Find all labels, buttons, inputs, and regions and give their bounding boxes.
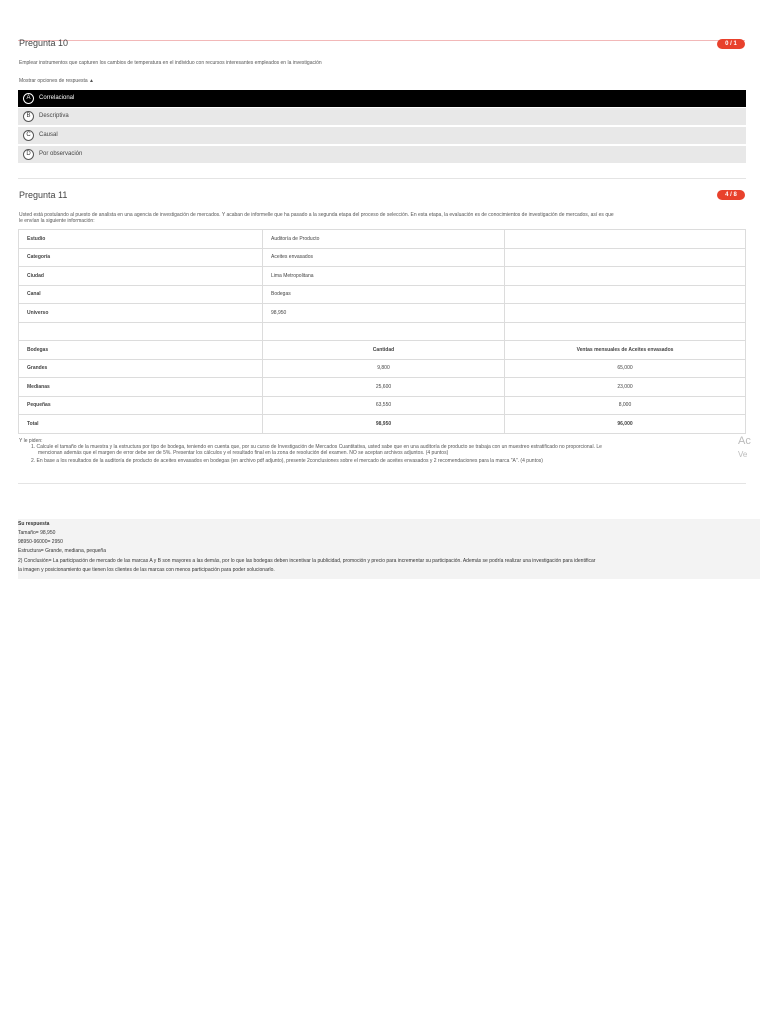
header-cantidad: Cantidad xyxy=(263,341,505,360)
ask-1-line-2: mencionan además que el margen de error debe ser de 5%. Presentar los cálculos y el resultado final en la zona de resolución del examen. NO se aceptan archivos adjuntos. (4 puntos) xyxy=(38,450,449,456)
question-10-title: Pregunta 10 xyxy=(19,38,69,48)
info-value: Auditoría de Producto xyxy=(263,230,505,249)
question-11-intro-line-1: Usted está postulando al puesto de analista en una agencia de investigación de mercados. Y acaban de informelle que ha pasado a la segunda etapa del proceso de selección. En esta etapa, la evaluación es de conocimientos de investigación de mercados, así es que xyxy=(19,212,614,218)
option-d-letter: D xyxy=(23,149,34,160)
row-ventas: 23,000 xyxy=(505,378,746,397)
info-empty-cell xyxy=(505,248,746,267)
table-total-row xyxy=(19,415,746,434)
header-bodegas: Bodegas xyxy=(19,341,263,360)
row-cantidad: 25,600 xyxy=(263,378,505,397)
question-11-asks xyxy=(19,438,739,464)
header-ventas: Ventas mensuales de Aceites envasados xyxy=(505,341,746,360)
option-a-letter: A xyxy=(23,93,34,104)
option-c-label: Causal xyxy=(39,132,58,138)
option-a[interactable] xyxy=(18,90,746,107)
info-value: 98,950 xyxy=(263,304,505,323)
table-row xyxy=(19,396,746,415)
top-divider xyxy=(18,40,745,41)
info-label: Estudio xyxy=(19,230,263,249)
show-options-label: Mostrar opciones de respuesta xyxy=(19,78,88,84)
table-row xyxy=(19,230,746,249)
question-11-intro-line-2: le envían la siguiente información: xyxy=(19,218,95,224)
info-label: Ciudad xyxy=(19,267,263,286)
question-11-score-badge: 4 / 8 xyxy=(717,190,745,200)
info-empty-cell xyxy=(505,304,746,323)
info-value: Lima Metropolitana xyxy=(263,267,505,286)
show-options-toggle[interactable] xyxy=(19,78,94,84)
table-row xyxy=(19,248,746,267)
table-row xyxy=(19,378,746,397)
option-c-letter: C xyxy=(23,130,34,141)
chevron-up-icon: ▲ xyxy=(89,78,94,84)
info-empty-cell xyxy=(505,230,746,249)
info-value: Aceites envasados xyxy=(263,248,505,267)
watermark-text-b: Ve xyxy=(738,450,748,459)
row-name: Pequeñas xyxy=(19,396,263,415)
asks-label: Y le piden: xyxy=(19,438,43,444)
row-ventas: 8,000 xyxy=(505,396,746,415)
question-10-score-badge: 0 / 1 xyxy=(717,39,745,49)
question-11-title: Pregunta 11 xyxy=(19,190,68,200)
info-label: Universo xyxy=(19,304,263,323)
ask-2: 2. En base a los resultados de la auditoría de producto de aceites envasados en bodegas (en archivo pdf adjunto), presente 2conclusiones sobre el mercado de aceites envasados y 2 recomendaciones para la marca "A". (4 puntos) xyxy=(31,458,543,464)
row-cantidad: 9,800 xyxy=(263,359,505,378)
question-10-prompt: Emplear instrumentos que capturen los cambios de temperatura en el individuo con recursos interesantes empleados en la investigación xyxy=(19,60,322,66)
option-b-letter: B xyxy=(23,111,34,122)
table-row xyxy=(19,359,746,378)
row-ventas: 65,000 xyxy=(505,359,746,378)
row-cantidad: 63,550 xyxy=(263,396,505,415)
response-line: Tamaño= 98,950 xyxy=(18,530,56,536)
info-empty-cell xyxy=(505,322,746,341)
question-divider xyxy=(18,483,746,484)
option-c[interactable] xyxy=(18,127,746,144)
table-row xyxy=(19,304,746,323)
response-line: la imagen y posicionamiento que tienen los clientes de las marcas con menos participación para poder solucionarlo. xyxy=(18,567,275,573)
table-row xyxy=(19,267,746,286)
row-name: Medianas xyxy=(19,378,263,397)
total-ventas: 96,000 xyxy=(505,415,746,434)
table-header-row xyxy=(19,341,746,360)
info-value: Bodegas xyxy=(263,285,505,304)
table-row-empty xyxy=(19,322,746,341)
question-11-intro xyxy=(19,212,749,224)
response-line: 98950-96000= 2950 xyxy=(18,539,63,545)
study-info-table xyxy=(18,229,746,434)
watermark-text-a: Ac xyxy=(738,435,751,447)
response-block xyxy=(18,519,760,579)
total-name: Total xyxy=(19,415,263,434)
option-d[interactable] xyxy=(18,146,746,163)
response-line: Estructura= Grande, mediana, pequeña xyxy=(18,548,106,554)
response-heading: Su respuesta xyxy=(18,521,50,527)
option-a-label: Correlacional xyxy=(39,95,75,101)
option-d-label: Por observación xyxy=(39,151,83,157)
ask-1-line-1: 1. Calcule el tamaño de la muestra y la estructura por tipo de bodega, teniendo en cuenta que, por su curso de Investigación de Mercados Cuantitativa, usted sabe que en una auditoría de producto se trabaja con un muestreo estratificado no proporcional. Le xyxy=(31,444,602,450)
info-empty-cell xyxy=(505,285,746,304)
info-empty-cell xyxy=(505,267,746,286)
question-divider xyxy=(18,178,746,179)
row-name: Grandes xyxy=(19,359,263,378)
option-b[interactable] xyxy=(18,108,746,125)
total-cantidad: 98,950 xyxy=(263,415,505,434)
response-line: 2) Conclusión= La participación de mercado de las marcas A y B son mayores a las demás, por lo que las bodegas deben incentivar la publicidad, promoción y precio para incrementar su participación. Además se podría realizar una investigación para identificar xyxy=(18,558,596,564)
table-row xyxy=(19,285,746,304)
option-b-label: Descriptiva xyxy=(39,113,69,119)
info-label: Canal xyxy=(19,285,263,304)
info-empty-cell xyxy=(263,322,505,341)
info-label: Categoría xyxy=(19,248,263,267)
info-empty-cell xyxy=(19,322,263,341)
